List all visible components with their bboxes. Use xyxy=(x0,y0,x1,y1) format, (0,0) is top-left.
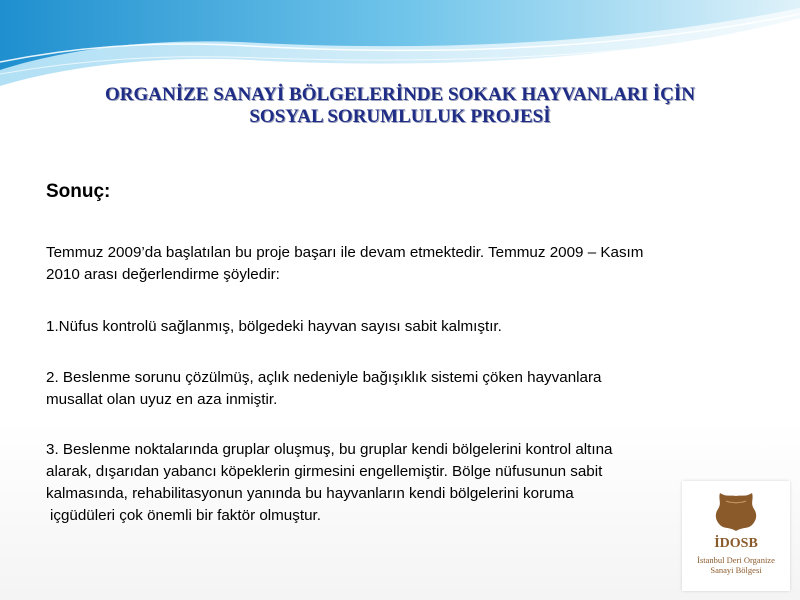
point-2-line-2: musallat olan uyuz en aza inmiştir. xyxy=(46,391,278,408)
logo-name: İDOSB xyxy=(714,536,758,551)
point-2 xyxy=(46,367,766,411)
point-3-line-2: alarak, dışarıdan yabancı köpeklerin girmesini engellemiştir. Bölge nüfusunun sabit xyxy=(46,463,603,480)
section-heading: Sonuç: xyxy=(46,181,111,202)
point-3-line-3: kalmasında, rehabilitasyonun yanında bu hayvanların kendi bölgelerini koruma xyxy=(46,485,574,502)
header-wave-decoration xyxy=(0,0,800,90)
intro-line-1: Temmuz 2009’da başlatılan bu proje başarı ile devam etmektedir. Temmuz 2009 – Kasım xyxy=(46,244,644,261)
intro-paragraph xyxy=(46,242,766,286)
point-1 xyxy=(46,316,766,338)
logo-subtitle-line-1: İstanbul Deri Organize xyxy=(697,555,775,565)
point-3-line-4: içgüdüleri çok önemli bir faktör olmuştur. xyxy=(50,507,321,524)
point-3-line-1: 3. Beslenme noktalarında gruplar oluşmuş, bu gruplar kendi bölgelerini kontrol altına xyxy=(46,441,613,458)
leather-hide-icon xyxy=(712,491,760,533)
point-3 xyxy=(46,439,706,527)
point-2-line-1: 2. Beslenme sorunu çözülmüş, açlık nedeniyle bağışıklık sistemi çöken hayvanlara xyxy=(46,369,602,386)
logo-subtitle-line-2: Sanayi Bölgesi xyxy=(710,565,762,575)
idosb-logo xyxy=(682,481,790,591)
point-1-text: 1.Nüfus kontrolü sağlanmış, bölgedeki hayvan sayısı sabit kalmıştır. xyxy=(46,318,502,335)
intro-line-2: 2010 arası değerlendirme şöyledir: xyxy=(46,266,280,283)
slide-title xyxy=(0,84,800,128)
title-line-1: ORGANİZE SANAYİ BÖLGELERİNDE SOKAK HAYVANLARI İÇİN xyxy=(104,84,696,105)
title-line-2: SOSYAL SORUMLULUK PROJESİ xyxy=(249,106,551,127)
